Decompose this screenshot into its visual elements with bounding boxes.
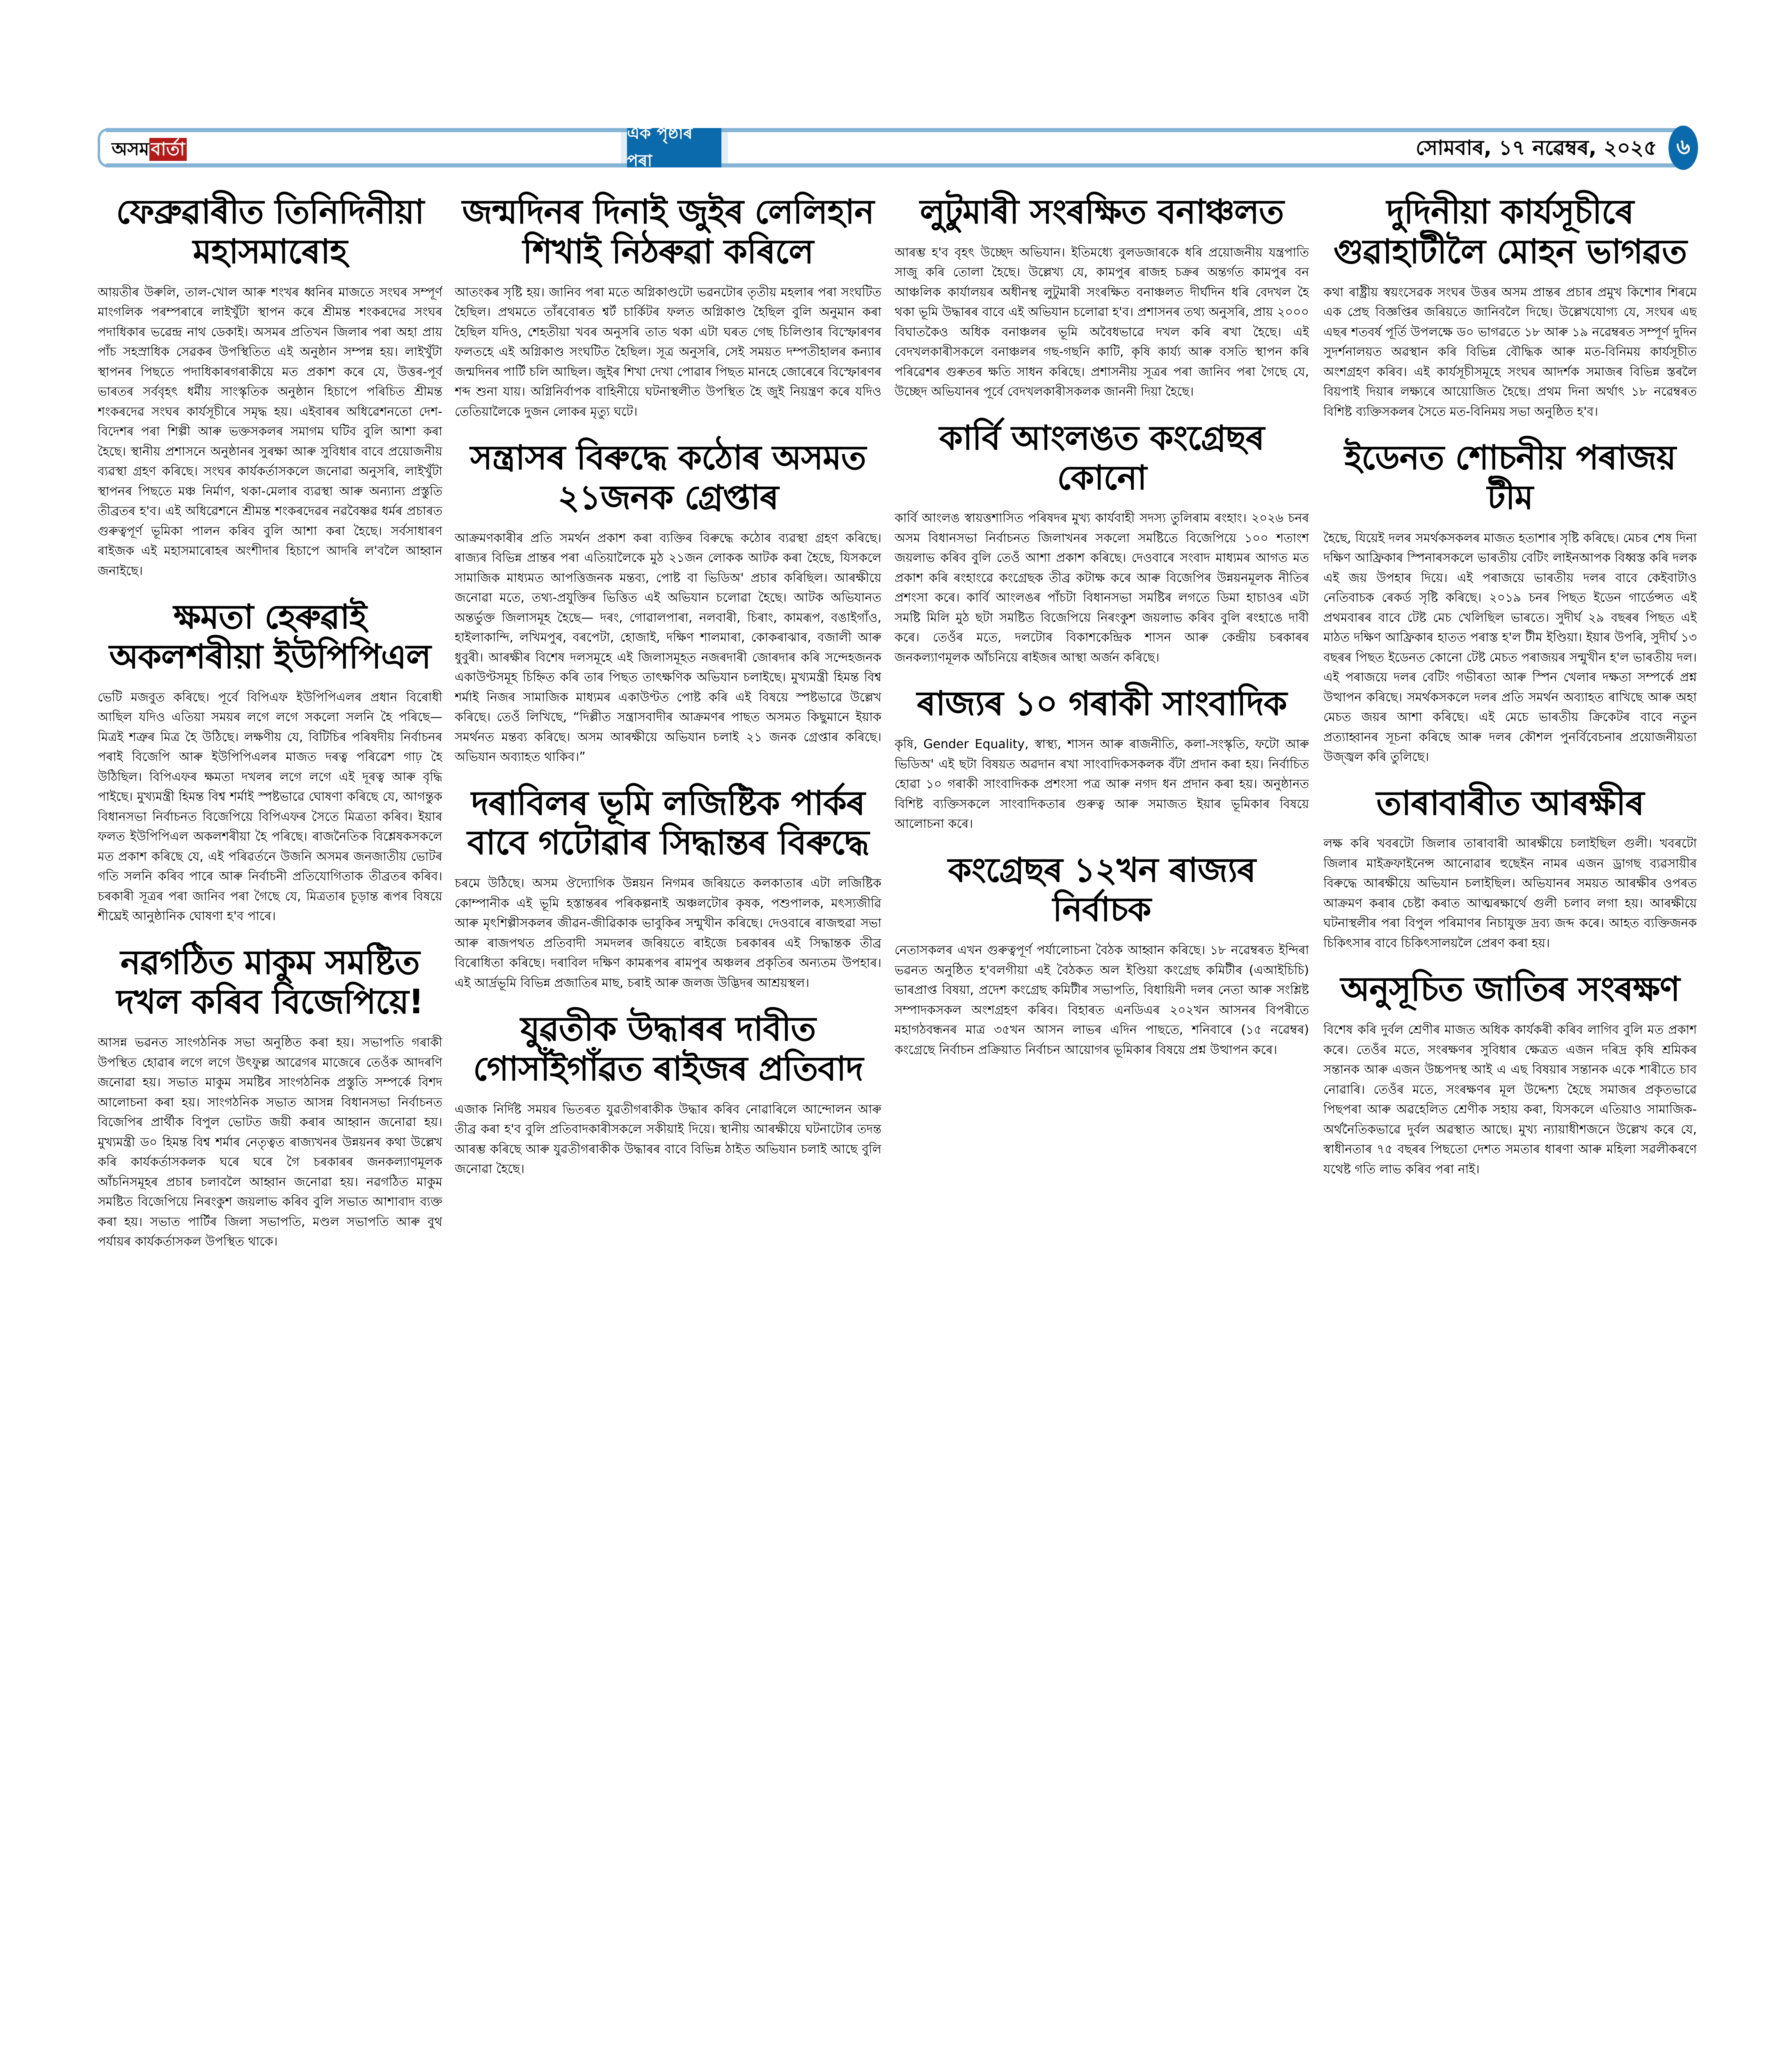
article-body: এজাক নিৰ্দিষ্ট সময়ৰ ভিতৰত যুৱতীগৰাকীক উদ্ধাৰ কৰিব নোৱাৰিলে আন্দোলন আৰু তীব্ৰ কৰা হ'ব বুলি প্ৰতিবাদকাৰীসকলে সকীয়াই দিয়ে। স্থানীয় আৰক্ষীয়ে ঘটনাটোৰ তদন্ত আৰম্ভ কৰিছে আৰু যুৱতীগৰাকীক উদ্ধাৰৰ বাবে বিভিন্ন ঠাইত অভিযান চলাই আছে বুলি জনোৱা হৈছে। bbox=[455, 1102, 881, 1176]
article bbox=[895, 192, 1309, 402]
article bbox=[1323, 438, 1697, 767]
column-2 bbox=[455, 187, 881, 2052]
column-4 bbox=[1323, 187, 1697, 2052]
headline: ৰাজ্যৰ ১০ গৰাকী সাংবাদিক bbox=[917, 684, 1287, 724]
headline: কংগ্ৰেছৰ ১২খন ৰাজ্যৰ নিৰ্বাচক bbox=[948, 850, 1256, 930]
article bbox=[895, 684, 1309, 834]
logo-part-2: বাৰ্তা bbox=[149, 138, 187, 161]
article-body: লক্ষ কৰি খবৰটো জিলাৰ তাৰাবাৰী আৰক্ষীয়ে চলাইছিল গুলী। খবৰটো জিলাৰ মাইক্ৰফাইনেন্স আনোৱাৰ হুছেইন নামৰ এজন ড্ৰাগছ ব্যৱসায়ীৰ বিৰুদ্ধে আৰক্ষীয়ে অভিযান চলাইছিল। অভিযানৰ সময়ত আৰক্ষীৰ ওপৰত আক্ৰমণ কৰাৰ চেষ্টা কৰাত আত্মৰক্ষাৰ্থে গুলী চলাব লগা হয়। আৰক্ষীয়ে ঘটনাস্থলীৰ পৰা বিপুল পৰিমাণৰ নিচাযুক্ত দ্ৰব্য জব্দ কৰে। আহত ব্যক্তিজনক চিকিৎসাৰ বাবে চিকিৎসালয়লৈ প্ৰেৰণ কৰা হয়। bbox=[1323, 836, 1697, 950]
headline: সন্ত্ৰাসৰ বিৰুদ্ধে কঠোৰ অসমত ২১জনক গ্ৰেপ্তাৰ bbox=[470, 438, 866, 517]
article-body: চৰমে উঠিছে। অসম ঔদ্যোগিক উন্নয়ন নিগমৰ জৰিয়তে কলকাতাৰ এটা লজিষ্টিক কোম্পানীক এই ভূমি হস্তান্তৰৰ পৰিকল্পনাই অঞ্চলটোৰ কৃষক, পশুপালক, মৎস্যজীৱি আৰু মৃৎশিল্পীসকলৰ জীৱন-জীৱিকাক ভাবুকিৰ সন্মুখীন কৰিছে। দেওবাৰে ৰাজহুৱা সভা আৰু ৰাজপথত প্ৰতিবাদী সমদলৰ জৰিয়তে ৰাইজে চৰকাৰৰ এই সিদ্ধান্তক তীব্ৰ বিৰোধিতা কৰিছে। দৰাবিল দক্ষিণ কামৰূপৰ ৰামপুৰ অঞ্চলৰ প্ৰকৃতিৰ অন্যতম উপহাৰ। এই আৰ্দ্ৰভূমি বিভিন্ন প্ৰজাতিৰ মাছ, চৰাই আৰু জলজ উদ্ভিদৰ আশ্ৰয়স্থল। bbox=[455, 876, 881, 990]
column-1 bbox=[98, 187, 442, 2052]
headline: যুৱতীক উদ্ধাৰৰ দাবীত গোসাঁইগাঁৱত ৰাইজৰ প্ৰতিবাদ bbox=[473, 1010, 863, 1088]
headline: দুদিনীয়া কাৰ্যসূচীৰে গুৱাহাটীলৈ মোহন ভাগৱত bbox=[1333, 192, 1687, 271]
article-body: বিশেষ কৰি দুৰ্বল শ্ৰেণীৰ মাজত অধিক কাৰ্যকৰী কৰিব লাগিব বুলি মত প্ৰকাশ কৰে। তেওঁৰ মতে, সংৰক্ষণৰ সুবিধাৰ ক্ষেত্ৰত এজন দৰিদ্ৰ কৃষি শ্ৰমিকৰ সন্তানক আৰু এজন উচ্চপদস্থ আই এ এছ বিষয়াৰ সন্তানক একে শাৰীতে চাব নোৱাৰি। তেওঁৰ মতে, সংৰক্ষণৰ মূল উদ্দেশ্য হৈছে সমাজৰ প্ৰকৃতভাৱে পিছপৰা আৰু অৱহেলিত শ্ৰেণীক সহায় কৰা, যিসকলে এতিয়াও সামাজিক-অৰ্থনৈতিকভাৱে দুৰ্বল অৱস্থাত আছে। মুখ্য ন্যায়াধীশজনে উল্লেখ কৰে যে, স্বাধীনতাৰ ৭৫ বছৰৰ পিছতো দেশত সমতাৰ ধাৰণা আৰু মহিলা সৱলীকৰণে যথেষ্ট গতি লাভ কৰিব পৰা নাই। bbox=[1323, 1023, 1697, 1177]
article-body: আক্ৰমণকাৰীৰ প্ৰতি সমৰ্থন প্ৰকাশ কৰা ব্যক্তিৰ বিৰুদ্ধে কঠোৰ ব্যৱস্থা গ্ৰহণ কৰিছে। ৰাজ্যৰ বিভিন্ন প্ৰান্তৰ পৰা এতিয়ালৈকে মুঠ ২১জন লোকক আটক কৰা হৈছে, যিসকলে সামাজিক মাধ্যমত আপত্তিজনক মন্তব্য, পোষ্ট বা ভিডিঅ' প্ৰচাৰ কৰিছিল। আৰক্ষীয়ে জনোৱা মতে, তথ্য-প্ৰযুক্তিৰ ভিত্তিত এই অভিযান চলোৱা হৈছে। আটক অভিযানত অন্তৰ্ভুক্ত জিলাসমূহ হৈছে— দৰং, গোৱালপাৰা, নলবাৰী, চিৰাং, কামৰূপ, বঙাইগাঁও, হাইলাকান্দি, লখিমপুৰ, বৰপেটা, হোজাই, দক্ষিণ শালমাৰা, কোকৰাঝাৰ, বজালী আৰু ধুবুৰী। আৰক্ষীৰ বিশেষ দলসমূহে এই জিলাসমূহত নজৰদাৰী জোৰদাৰ কৰি সন্দেহজনক একাউণ্টসমূহ চিহ্নিত কৰি তাৰ পিছত তাৎক্ষণিক অভিযান চলাইছে। মুখ্যমন্ত্ৰী হিমন্ত বিশ্ব শৰ্মাই নিজৰ সামাজিক মাধ্যমৰ একাউণ্টত পোষ্ট কৰি এই বিষয়ে স্পষ্টভাৱে উল্লেখ কৰিছে। তেওঁ লিখিছে, “দিল্লীত সন্ত্ৰাসবাদীৰ আক্ৰমণৰ পাছত অসমত কিছুমানে ইয়াক সমৰ্থনত মন্তব্য কৰিছে। অসম আৰক্ষীয়ে অভিযান চলাই ২১ জনক গ্ৰেপ্তাৰ কৰিছে। অভিযান অব্যাহত থাকিব।” bbox=[455, 531, 881, 764]
headline: জন্মদিনৰ দিনাই জুইৰ লেলিহান শিখাই নিঠৰুৱা কৰিলে bbox=[462, 192, 874, 271]
header-top-rule bbox=[106, 128, 1686, 132]
article-body: আয়তীৰ উৰুলি, তাল-খোল আৰু শংখৰ ধ্বনিৰ মাজতে সংঘৰ সম্পূৰ্ণ মাংগলিক পৰম্পৰাৰে লাইখুঁটা স্থাপন কৰে শ্ৰীমন্ত শংকৰদেৱ সংঘৰ পদাধিকাৰ ভৱেন্দ্ৰ নাথ ডেকাই। অসমৰ প্ৰতিখন জিলাৰ পৰা অহা প্ৰায় পাঁচ সহস্ৰাধিক সেৱকৰ উপস্থিতিত এই অনুষ্ঠান সম্পন্ন হয়। লাইখুঁটা স্থাপনৰ পিছতে পদাধিকাৰগৰাকীয়ে মত প্ৰকাশ কৰে যে, উত্তৰ-পূৰ্ব ভাৰতৰ সৰ্ববৃহৎ ধৰ্মীয় সাংস্কৃতিক অনুষ্ঠান হিচাপে পৰিচিত শ্ৰীমন্ত শংকৰদেৱ সংঘৰ কাৰ্যসূচীৰে সমৃদ্ধ হয়। এইবাৰৰ অধিৱেশনতো দেশ-বিদেশৰ পৰা শিল্পী আৰু ভক্তসকলৰ সমাগম ঘটিব বুলি আশা কৰা হৈছে। স্থানীয় প্ৰশাসনে অনুষ্ঠানৰ সুৰক্ষা আৰু সুবিধাৰ বাবে প্ৰয়োজনীয় ব্যৱস্থা গ্ৰহণ কৰিছে। সংঘৰ কাৰ্যকৰ্তাসকলে জনোৱা অনুসৰি, লাইখুঁটা স্থাপনৰ পিছতে মঞ্চ নিৰ্মাণ, থকা-মেলাৰ ব্যৱস্থা আৰু অন্যান্য প্ৰস্তুতি তীব্ৰতৰ হ'ব। এই অধিৱেশনে শ্ৰীমন্ত শংকৰদেৱৰ নৱবৈষ্ণৱ ধৰ্মৰ প্ৰচাৰত গুৰুত্বপূৰ্ণ ভূমিকা পালন কৰিব বুলি আশা কৰা হৈছে। সৰ্বসাধাৰণ ৰাইজক এই মহাসমাৰোহৰ অংশীদাৰ হিচাপে আদৰি ল'বলৈ আহ্বান জনাইছে। bbox=[98, 285, 442, 578]
newspaper-logo bbox=[112, 136, 187, 161]
article bbox=[98, 192, 442, 581]
continued-from-page-label: এক পৃষ্ঠাৰ পৰা bbox=[627, 128, 721, 167]
article bbox=[98, 598, 442, 927]
article-body: কৃষি, Gender Equality, স্বাস্থ্য, শাসন আৰু ৰাজনীতি, কলা-সংস্কৃতি, ফটো আৰু ভিডিঅ' এই ছটা বিষয়ত অৱদান ৰখা সাংবাদিকসকলক বঁটা প্ৰদান কৰা হয়। নিৰ্বাচিত হোৱা ১০ গৰাকী সাংবাদিকক প্ৰশংসা পত্ৰ আৰু নগদ ধন প্ৰদান কৰা হয়। অনুষ্ঠানত বিশিষ্ট ব্যক্তিসকলে সাংবাদিকতাৰ গুৰুত্ব আৰু সমাজত ইয়াৰ ভূমিকাৰ বিষয়ে আলোচনা কৰে। bbox=[895, 737, 1309, 831]
header-bottom-rule bbox=[106, 163, 1686, 167]
issue-date: সোমবাৰ, ১৭ নৱেম্বৰ, ২০২৫ bbox=[1415, 136, 1657, 160]
column-3 bbox=[895, 187, 1309, 2052]
headline: দৰাবিলৰ ভূমি লজিষ্টিক পাৰ্কৰ বাবে গটোৱাৰ সিদ্ধান্তৰ বিৰুদ্ধে bbox=[467, 783, 869, 863]
article bbox=[455, 784, 881, 994]
article-body: আসন্ন ভৱনত সাংগঠনিক সভা অনুষ্ঠিত কৰা হয়। সভাপতি গৰাকী উপস্থিত হোৱাৰ লগে লগে উৎফুল্ল আৱেগৰ মাজেৰে তেওঁক আদৰণি জনোৱা হয়। সভাত মাকুম সমষ্টিৰ সাংগঠনিক প্ৰস্তুতি সম্পৰ্কে বিশদ আলোচনা কৰা হয়। সাংগঠনিক সভাত আসন্ন বিধানসভা নিৰ্বাচনত বিজেপিৰ প্ৰাৰ্থীক বিপুল ভোটত জয়ী কৰাৰ আহ্বান জনোৱা হয়। মুখ্যমন্ত্ৰী ড০ হিমন্ত বিশ্ব শৰ্মাৰ নেতৃত্বত ৰাজ্যখনৰ উন্নয়নৰ কথা উল্লেখ কৰি কাৰ্যকৰ্তাসকলক ঘৰে ঘৰে গৈ চৰকাৰৰ জনকল্যাণমূলক আঁচনিসমূহৰ প্ৰচাৰ চলাবলৈ আহ্বান জনোৱা হয়। নৱগঠিত মাকুম সমষ্টিত বিজেপিয়ে নিৰংকুশ জয়লাভ কৰিব বুলি সভাত আশাবাদ ব্যক্ত কৰা হয়। সভাত পাৰ্টিৰ জিলা সভাপতি, মণ্ডল সভাপতি আৰু বুথ পৰ্যায়ৰ কাৰ্যকৰ্তাসকল উপস্থিত থাকে। bbox=[98, 1035, 442, 1249]
page-header bbox=[98, 124, 1698, 170]
headline: ফেব্ৰুৱাৰীত তিনিদিনীয়া মহাসমাৰোহ bbox=[116, 192, 424, 271]
headline: ইডেনত শোচনীয় পৰাজয় টীম bbox=[1344, 438, 1676, 517]
article-body: হৈছে, যিয়েই দলৰ সমৰ্থকসকলৰ মাজত হতাশাৰ সৃষ্টি কৰিছে। মেচৰ শেষ দিনা দক্ষিণ আফ্ৰিকাৰ স্পিনাৰসকলে ভাৰতীয় বেটিং লাইনআপক বিধ্বস্ত কৰি দলক এই জয় উপহাৰ দিয়ে। এই পৰাজয়ে ভাৰতীয় দলৰ বাবে কেইবাটাও নেতিবাচক ৰেকৰ্ড সৃষ্টি কৰিছে। ২০১৯ চনৰ পিছত ইডেন গাৰ্ডেন্সত এই প্ৰথমবাৰৰ বাবে টেষ্ট মেচ খেলিছিল ভাৰতে। সুদীৰ্ঘ ২৯ বছৰৰ পিছত এই মাঠত দক্ষিণ আফ্ৰিকাৰ হাতত পৰাস্ত হ'ল টীম ইণ্ডিয়া। ইয়াৰ উপৰি, সুদীৰ্ঘ ১৩ বছৰৰ পিছত ইডেনত কোনো টেষ্ট মেচত পৰাজয়ৰ সন্মুখীন হ'ল ভাৰতীয় দল। এই পৰাজয়ে দলৰ বেটিং গভীৰতা আৰু স্পিন খেলাৰ দক্ষতা সম্পৰ্কে প্ৰশ্ন উত্থাপন কৰিছে। সমৰ্থকসকলে দলৰ প্ৰতি সমৰ্থন অব্যাহত ৰাখিছে আৰু অহা মেচত জয়ৰ আশা কৰিছে। এই মেচে ভাৰতীয় ক্ৰিকেটৰ বাবে নতুন প্ৰত্যাহ্বানৰ সূচনা কৰিছে আৰু দলৰ কৌশল পুনৰ্বিবেচনাৰ প্ৰয়োজনীয়তা উজ্জ্বল কৰি তুলিছে। bbox=[1323, 531, 1697, 764]
headline: লুটুমাৰী সংৰক্ষিত বনাঞ্চলত bbox=[920, 192, 1284, 231]
page-number-badge: ৬ bbox=[1668, 126, 1698, 170]
article bbox=[1323, 970, 1697, 1179]
article-body: কাৰ্বি আংলঙ স্বায়ত্তশাসিত পৰিষদৰ মুখ্য কাৰ্যবাহী সদস্য তুলিৰাম ৰংহাং। ২০২৬ চনৰ অসম বিধানসভা নিৰ্বাচনত জিলাখনৰ সকলো সমষ্টিতে বিজেপিয়ে ১০০ শতাংশ জয়লাভ কৰিব বুলি তেওঁ আশা প্ৰকাশ কৰিছে। দেওবাৰে সংবাদ মাধ্যমৰ আগত মত প্ৰকাশ কৰি ৰংহাংৱে কংগ্ৰেছক তীব্ৰ কটাক্ষ কৰে আৰু বিজেপিৰ উন্নয়নমূলক নীতিৰ প্ৰশংসা কৰে। কাৰ্বি আংলঙৰ পাঁচটা বিধানসভা সমষ্টিৰ লগতে ডিমা হাচাওৰ এটা সমষ্টি মিলি মুঠ ছটা সমষ্টিত বিজেপিয়ে নিৰংকুশ জয়লাভ কৰিব বুলি ৰংহাঙে দাবী কৰে। তেওঁৰ মতে, দলটোৰ বিকাশকেন্দ্ৰিক শাসন আৰু কেন্দ্ৰীয় চৰকাৰৰ জনকল্যাণমূলক আঁচনিয়ে ৰাইজৰ আস্থা অৰ্জন কৰিছে। bbox=[895, 511, 1309, 665]
tab-wing-left bbox=[621, 132, 627, 163]
article bbox=[895, 419, 1309, 668]
headline: কাৰ্বি আংলঙত কংগ্ৰেছৰ কোনো bbox=[939, 418, 1264, 497]
headline: নৱগঠিত মাকুম সমষ্টিত দখল কৰিব বিজেপিয়ে! bbox=[117, 943, 423, 1022]
article-body: ভেটি মজবুত কৰিছে। পূৰ্বে বিপিএফ ইউপিপিএলৰ প্ৰধান বিৰোধী আছিল যদিও এতিয়া সময়ৰ লগে লগে সকলো সলনি হৈ পৰিছে— মিত্ৰই শত্ৰুৰ মিত্ৰ হৈ উঠিছে। লক্ষণীয় যে, বিটিচিৰ পৰিষদীয় নিৰ্বাচনৰ পৰাই বিজেপি আৰু ইউপিপিএলৰ মাজত দৰত্ব পৰিৱেশ গাঢ় হৈ উঠিছিল। বিপিএফৰ ক্ষমতা দখলৰ লগে লগে এই দূৰত্ব আৰু বৃদ্ধি পাইছে। মুখ্যমন্ত্ৰী হিমন্ত বিশ্ব শৰ্মাই স্পষ্টভাৱে ঘোষণা কৰিছে যে, আগন্তুক বিধানসভা নিৰ্বাচনত বিজেপিয়ে বিপিএফৰ সৈতে মিত্ৰতা কৰিব। ইয়াৰ ফলত ইউপিপিএল অকলশৰীয়া হৈ পৰিছে। ৰাজনৈতিক বিশ্লেষকসকলে মত প্ৰকাশ কৰিছে যে, এই পৰিৱৰ্তনে উজনি অসমৰ জনজাতীয় ভোটৰ গতি সলনি কৰিব পাৰে আৰু নিৰ্বাচনী প্ৰতিযোগিতাক তীব্ৰতৰ কৰিব। চৰকাৰী সূত্ৰৰ পৰা জানিব পৰা গৈছে যে, মিত্ৰতাৰ চূড়ান্ত ৰূপৰ বিষয়ে শীঘ্ৰেই আনুষ্ঠানিক ঘোষণা হ'ব পাৰে। bbox=[98, 690, 442, 923]
article bbox=[1323, 784, 1697, 954]
article-body: কথা ৰাষ্ট্ৰীয় স্বয়ংসেৱক সংঘৰ উত্তৰ অসম প্ৰান্তৰ প্ৰচাৰ প্ৰমুখ কিশোৰ শিৰমে এক প্ৰেছ বিজ্ঞপ্তিৰ জৰিয়তে জানিবলৈ দিছে। উল্লেখযোগ্য যে, সংঘৰ এছ এছৰ শতবৰ্ষ পূৰ্তি উপলক্ষে ড০ ভাগৱতে ১৮ আৰু ১৯ নৱেম্বৰত সম্পূৰ্ণ দুদিন সুদৰ্শনালয়ত অৱস্থান কৰি বিভিন্ন বৌদ্ধিক আৰু মত-বিনিময় কাৰ্যসূচীত অংশগ্ৰহণ কৰিব। এই কাৰ্যসূচীসমূহে সংঘৰ আদৰ্শক সমাজৰ বিভিন্ন স্তৰলৈ বিয়পাই দিয়াৰ লক্ষ্যৰে আয়োজিত হৈছে। প্ৰথম দিনা অৰ্থাৎ ১৮ নৱেম্বৰত বিশিষ্ট ব্যক্তিসকলৰ সৈতে মত-বিনিময় সভা অনুষ্ঠিত হ'ব। bbox=[1323, 285, 1697, 419]
article bbox=[1323, 192, 1697, 422]
header-left-cap bbox=[98, 128, 108, 167]
article-body: আৰম্ভ হ'ব বৃহৎ উচ্ছেদ অভিযান। ইতিমধ্যে বুলডজাৰকে ধৰি প্ৰয়োজনীয় যন্ত্ৰপাতি সাজু কৰি তোলা হৈছে। উল্লেখ্য যে, কামপুৰ ৰাজহ চক্ৰৰ অন্তৰ্গত কামপুৰ বন আঞ্চলিক কাৰ্যালয়ৰ অধীনস্থ লুটুমাৰী সংৰক্ষিত বনাঞ্চলত দীৰ্ঘদিন ধৰি বেদখল হৈ থকা ভূমি উদ্ধাৰৰ বাবে এই অভিযান চলোৱা হ'ব। প্ৰশাসনৰ তথ্য অনুসৰি, প্ৰায় ২০০০ বিঘাতকৈও অধিক বনাঞ্চলৰ ভূমি অবৈধভাৱে দখল কৰি ৰখা হৈছে। এই বেদখলকাৰীসকলে বনাঞ্চলৰ গছ-গছনি কাটি, কৃষি কাৰ্য্য আৰু বসতি স্থাপন কৰি পৰিৱেশৰ গুৰুতৰ ক্ষতি সাধন কৰিছে। প্ৰশাসনীয় সূত্ৰৰ পৰা জানিব পৰা গৈছে যে, উচ্ছেদ অভিযানৰ পূৰ্বে বেদখলকাৰীসকলক জাননী দিয়া হৈছে। bbox=[895, 245, 1309, 399]
article bbox=[895, 851, 1309, 1060]
tab-wing-right bbox=[721, 132, 728, 163]
logo-part-1: অসম bbox=[112, 139, 149, 160]
article bbox=[455, 192, 881, 422]
headline: ক্ষমতা হেৰুৱাই অকলশৰীয়া ইউপিপিএল bbox=[109, 598, 431, 676]
article bbox=[455, 438, 881, 767]
headline: অনুসূচিত জাতিৰ সংৰক্ষণ bbox=[1340, 970, 1680, 1009]
article-body: নেতাসকলৰ এখন গুৰুত্বপূৰ্ণ পৰ্যালোচনা বৈঠক আহ্বান কৰিছে। ১৮ নৱেম্বৰত ইন্দিৰা ভৱনত অনুষ্ঠিত হ'বলগীয়া এই বৈঠকত অল ইণ্ডিয়া কংগ্ৰেছ কমিটীৰ (এআইচিচি) ভাৰপ্ৰাপ্ত বিষয়া, প্ৰদেশ কংগ্ৰেছ কমিটীৰ সভাপতি, বিধায়িনী দলৰ নেতা আৰু সংশ্লিষ্ট সম্পাদকসকল অংশগ্ৰহণ কৰিব। বিহাৰত এনডিএৰ ২০২খন আসনৰ বিপৰীতে মহাগঠবন্ধনৰ মাত্ৰ ৩৫খন আসন লাভৰ এদিন পাছতে, শনিবাৰে (১৫ নৱেম্বৰ) কংগ্ৰেছে নিৰ্বাচন প্ৰক্ৰিয়াত নিৰ্বাচন আয়োগৰ ভূমিকাৰ বিষয়ে প্ৰশ্ন উত্থাপন কৰে। bbox=[895, 943, 1309, 1057]
article-body: আতংকৰ সৃষ্টি হয়। জানিব পৰা মতে অগ্নিকাণ্ডটো ভৱনটোৰ তৃতীয় মহলাৰ পৰা সংঘটিত হৈছিল। প্ৰথমতে তাঁৰবোৰত শ্বৰ্ট চাৰ্কিটৰ ফলত অগ্নিকাণ্ড হৈছিল বুলি অনুমান কৰা হৈছিল যদিও, শেহতীয়া খবৰ অনুসৰি তাত থকা এটা ঘৰত গেছ চিলিণ্ডাৰ বিস্ফোৰণৰ ফলতহে এই অগ্নিকাণ্ড সংঘটিত হৈছিল। সূত্ৰ অনুসৰি, সেই সময়ত দম্পতীহালৰ কন্যাৰ জন্মদিনৰ পাৰ্টি চলি আছিল। জুইৰ শিখা দেখা পোৱাৰ পিছত মানহে জোৰেৰে বিস্ফোৰণৰ শব্দ শুনা যায়। অগ্নিনিৰ্বাপক বাহিনীয়ে ঘটনাস্থলীত উপস্থিত হৈ জুই নিয়ন্ত্ৰণ কৰে যদিও তেতিয়ালৈকে দুজন লোকৰ মৃত্যু ঘটে। bbox=[455, 285, 881, 419]
article bbox=[98, 943, 442, 1252]
article bbox=[455, 1010, 881, 1179]
headline: তাৰাবাৰীত আৰক্ষীৰ bbox=[1376, 783, 1644, 823]
